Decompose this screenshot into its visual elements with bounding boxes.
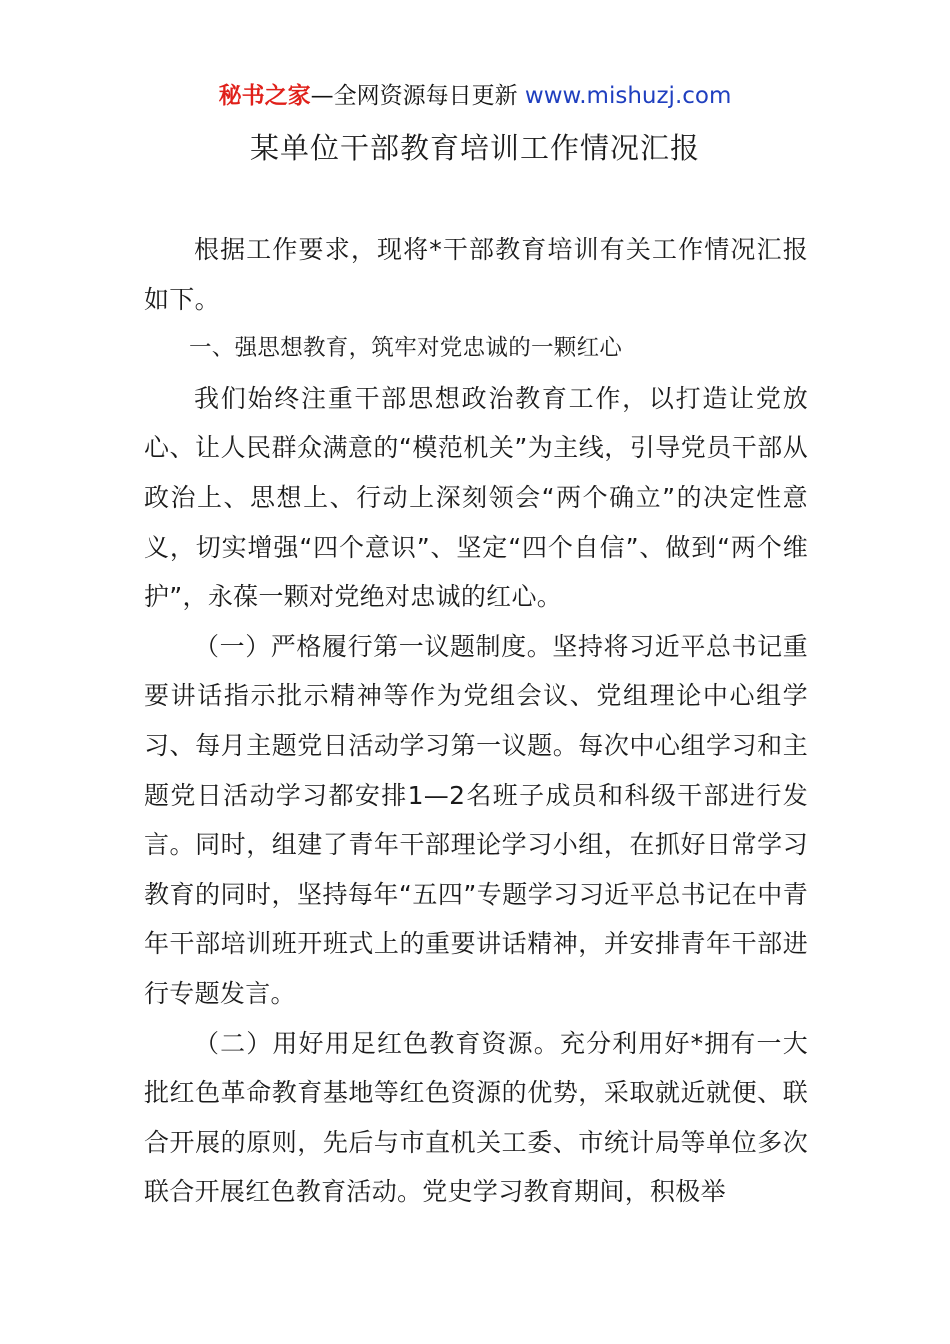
body-paragraph: 我们始终注重干部思想政治教育工作，以打造让党放心、让人民群众满意的“模范机关”为主线，引导党员干部从政治上、思想上、行动上深刻领会“两个确立”的决定性意义，切实增强“四个意识”、坚定“四个自信”、做到“两个维护”，永葆一颗对党绝对忠诚的红心。 — [144, 383, 808, 612]
document-title: 某单位干部教育培训工作情况汇报 — [249, 131, 700, 165]
brand-name: 秘书之家 — [218, 83, 311, 109]
intro-paragraph: 根据工作要求，现将*干部教育培训有关工作情况汇报如下。 — [144, 235, 808, 314]
site-header — [0, 80, 950, 112]
site-tagline: —全网资源每日更新 — [310, 83, 525, 109]
body-paragraph: （一）严格履行第一议题制度。坚持将习近平总书记重要讲话指示批示精神等作为党组会议、党组理论中心组学习、每月主题党日活动学习第一议题。每次中心组学习和主题党日活动学习都安排1—2名班子成员和科级干部进行发言。同时，组建了青年干部理论学习小组，在抓好日常学习教育的同时，坚持每年“五四”专题学习习近平总书记在中青年干部培训班开班式上的重要讲话精神，并安排青年干部进行专题发言。 — [144, 631, 808, 1008]
section-heading: 一、强思想教育，筑牢对党忠诚的一颗红心 — [189, 335, 623, 362]
body-paragraph: （二）用好用足红色教育资源。充分利用好*拥有一大批红色革命教育基地等红色资源的优势，采取就近就便、联合开展的原则，先后与市直机关工委、市统计局等单位多次联合开展红色教育活动。党史学习教育期间，积极举 — [144, 1028, 808, 1207]
document-body — [144, 225, 808, 1217]
site-url-link[interactable]: www.mishuzj.com — [524, 83, 732, 109]
